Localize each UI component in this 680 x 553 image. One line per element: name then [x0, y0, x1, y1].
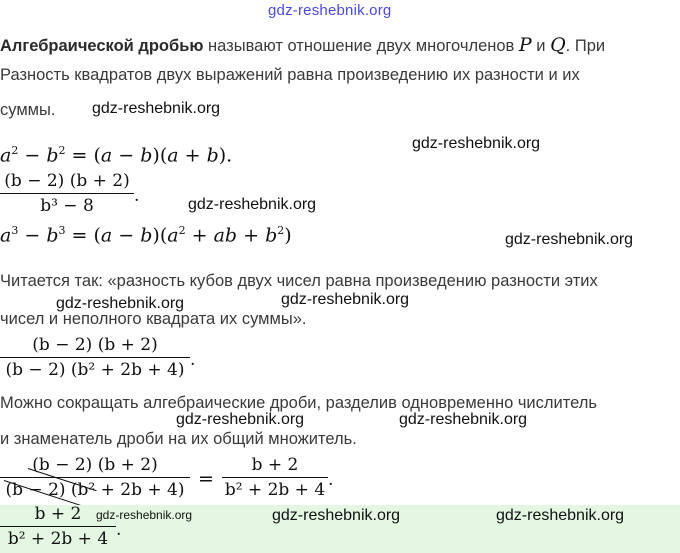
- fraction-period: .: [328, 470, 334, 490]
- definition-text: называют отношение двух многочленов: [203, 37, 519, 55]
- watermark: gdz-reshebnik.org: [56, 295, 185, 312]
- fraction-numerator: b + 2: [34, 504, 82, 524]
- fraction-example-2: [0, 334, 190, 381]
- definition-line: [0, 34, 605, 56]
- equation-difference-of-cubes: $a^3 - b^3 = (a - b)(a^2$ + ab + $b^2$): [0, 224, 292, 247]
- term-algebraic-fraction: Алгебраической дробью: [0, 37, 204, 55]
- watermark: gdz-reshebnik.org: [281, 291, 410, 308]
- fraction-numerator: b + 2: [251, 455, 299, 475]
- symbol-p: P: [518, 34, 532, 56]
- equation-difference-of-squares: $a^2 - b^2 = (a - b)(a + b)$.: [0, 144, 233, 167]
- fraction-bar: [222, 477, 328, 478]
- watermark: gdz-reshebnik.org: [176, 411, 305, 428]
- fraction-period: .: [134, 186, 140, 206]
- fraction-bar: [0, 477, 190, 478]
- difference-of-cubes-text-end: чисел и неполного квадрата их суммы».: [0, 310, 307, 328]
- fraction-example-1: [0, 170, 134, 217]
- watermark-top: gdz-reshebnik.org: [268, 2, 392, 19]
- conjunction: и: [531, 37, 551, 55]
- watermark: gdz-reshebnik.org: [272, 507, 401, 524]
- watermark: gdz-reshebnik.org: [412, 135, 541, 152]
- fraction-bar: [0, 357, 190, 358]
- fraction-denominator: b² + 2b + 4: [224, 480, 326, 500]
- difference-of-cubes-text: Читается так: «разность кубов двух чисел равна произведению разности этих: [0, 272, 598, 290]
- watermark: gdz-reshebnik.org: [399, 411, 528, 428]
- fraction-period: .: [190, 350, 196, 370]
- fraction-bar: [0, 193, 134, 194]
- watermark: gdz-reshebnik.org: [496, 507, 625, 524]
- definition-end: . При: [565, 37, 606, 55]
- reduction-rule-text-end: и знаменатель дроби на их общий множитель.: [0, 430, 357, 448]
- equals-sign: =: [198, 468, 214, 490]
- fraction-denominator: b³ − 8: [40, 196, 94, 216]
- fraction-reduction-before: [0, 454, 190, 501]
- difference-of-squares-text: Разность квадратов двух выражений равна произведению их разности и их: [0, 66, 580, 84]
- reduction-rule-text: Можно сокращать алгебраические дроби, разделив одновременно числитель: [0, 394, 597, 412]
- watermark: gdz-reshebnik.org: [92, 100, 221, 117]
- fraction-bar: [0, 526, 116, 527]
- fraction-denominator: (b − 2) (b² + 2b + 4): [5, 480, 185, 500]
- watermark: gdz-reshebnik.org: [505, 231, 634, 248]
- fraction-numerator: (b − 2) (b + 2): [4, 171, 130, 191]
- fraction-numerator: (b − 2) (b + 2): [32, 455, 158, 475]
- symbol-q: Q: [550, 34, 566, 56]
- watermark: gdz-reshebnik.org: [188, 196, 317, 213]
- fraction-denominator: b² + 2b + 4: [7, 529, 109, 549]
- watermark: gdz-reshebnik.org: [96, 508, 193, 522]
- fraction-numerator: (b − 2) (b + 2): [32, 335, 158, 355]
- difference-of-squares-text-end: суммы.: [0, 101, 56, 119]
- fraction-period: .: [116, 520, 122, 540]
- fraction-denominator: (b − 2) (b² + 2b + 4): [5, 360, 185, 380]
- fraction-reduction-after: [222, 454, 328, 501]
